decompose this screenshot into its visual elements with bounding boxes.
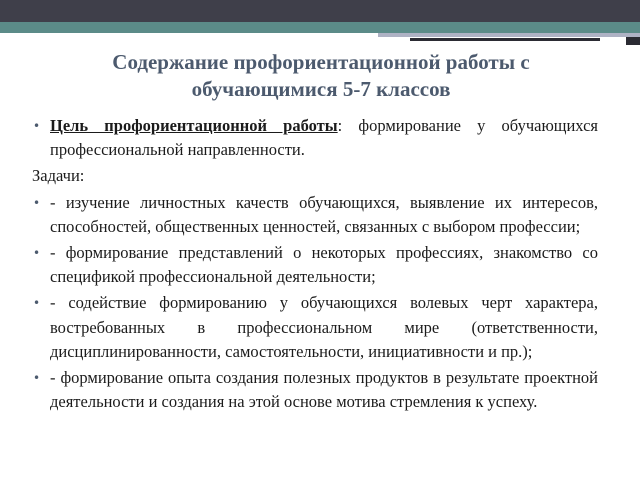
bullet-icon: •: [33, 371, 41, 386]
header-accent-line-dark: [410, 38, 600, 41]
header-accent-line: [378, 33, 640, 37]
task-item: [32, 291, 598, 364]
task-item: [32, 191, 598, 239]
tasks-heading: Задачи:: [32, 166, 85, 186]
task-text: - формирование представлений о некоторых профессиях, знакомство со спецификой профессиональной деятельности;: [50, 243, 598, 287]
slide-content: [32, 114, 598, 416]
header-band-dark: [0, 0, 640, 22]
header-accent-block: [626, 37, 640, 45]
task-text: - изучение личностных качеств обучающихся, выявление их интересов, способностей, общественных ценностей, связанных с выбором профессии;: [50, 192, 598, 236]
bullet-icon: •: [33, 195, 41, 210]
bullet-icon: •: [33, 246, 41, 261]
goal-paragraph: [32, 114, 598, 162]
task-item: [32, 241, 598, 289]
goal-text: : формирование у обучающихся профессиональной направленности.: [50, 116, 598, 160]
task-text: - содействие формированию у обучающихся волевых черт характера, востребованных в профессиональном мире (ответственности, дисциплинированности, самостоятельности, инициативности и пр.);: [50, 293, 598, 361]
header-band-accent: [0, 22, 640, 33]
bullet-icon: •: [33, 119, 41, 133]
slide-title: Содержание профориентационной работы с обучающимися 5-7 классов: [112, 50, 530, 101]
task-item: [32, 366, 598, 414]
task-text: - формирование опыта создания полезных продуктов в результате проектной деятельности и создания на этой основе мотива стремления к успеху.: [50, 368, 598, 412]
goal-label: Цель профориентационной работы: [50, 116, 338, 135]
bullet-icon: •: [33, 296, 41, 311]
